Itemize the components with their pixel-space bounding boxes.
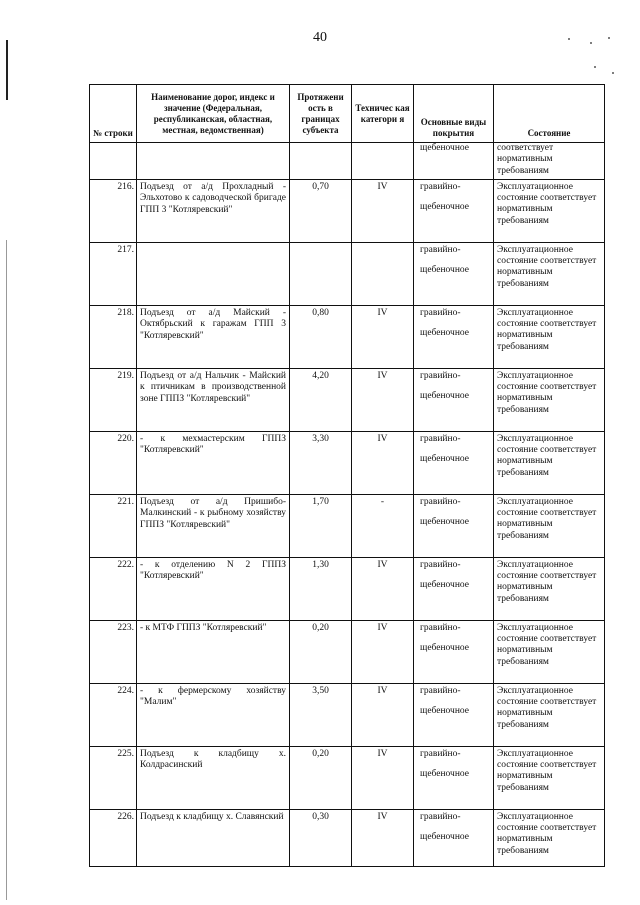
cell-row-number: 218.	[90, 305, 137, 368]
cover-line-1: гравийно-	[420, 496, 461, 507]
cell-state: Эксплуатационное состояние соответствует нормативным требованиям	[494, 305, 605, 368]
cell-state: Эксплуатационное состояние соответствует нормативным требованиям	[494, 179, 605, 242]
cell-road-name: Подъезд от а/д Майский - Октябрьский к гаражам ГПП 3 "Котляревский"	[137, 305, 290, 368]
table-header-row	[90, 85, 605, 143]
cover-line-1: гравийно-	[420, 181, 461, 192]
cell-cover-type	[414, 494, 494, 557]
cell-row-number: 223.	[90, 620, 137, 683]
cell-state: Эксплуатационное состояние соответствует нормативным требованиям	[494, 368, 605, 431]
cell-state: Эксплуатационное состояние соответствует нормативным требованиям	[494, 494, 605, 557]
cell-cover-type	[414, 368, 494, 431]
cell-length	[290, 242, 352, 305]
cell-state: Эксплуатационное состояние соответствует нормативным требованиям	[494, 431, 605, 494]
cell-cover-type	[414, 242, 494, 305]
table-row	[90, 620, 605, 683]
cell-road-name: Подъезд к кладбищу х. Колдрасинский	[137, 746, 290, 809]
page-number: 40	[313, 30, 327, 45]
scan-speck	[608, 37, 610, 39]
cell-category: IV	[352, 620, 414, 683]
table-row	[90, 557, 605, 620]
cell-row-number: 221.	[90, 494, 137, 557]
cell-road-name	[137, 143, 290, 180]
cell-row-number: 224.	[90, 683, 137, 746]
roads-table	[89, 84, 605, 867]
cover-line-1: гравийно-	[420, 748, 461, 759]
cell-cover-type: щебеночное	[414, 143, 494, 180]
scan-speck	[590, 42, 592, 44]
table-row	[90, 683, 605, 746]
cell-category: IV	[352, 179, 414, 242]
cover-line-2: щебеночное	[420, 202, 469, 213]
table-row-continuation	[90, 143, 605, 180]
cell-road-name: Подъезд к кладбищу х. Славянский	[137, 809, 290, 866]
table-row	[90, 305, 605, 368]
cell-row-number: 226.	[90, 809, 137, 866]
scan-margin-mark	[6, 40, 8, 100]
scan-speck	[594, 66, 596, 68]
cell-cover-type	[414, 557, 494, 620]
cell-length: 1,70	[290, 494, 352, 557]
table-row	[90, 494, 605, 557]
header-row-number: № строки	[90, 85, 137, 143]
cover-line-2: щебеночное	[420, 832, 469, 843]
cover-line-1: гравийно-	[420, 685, 461, 696]
cover-line-1: гравийно-	[420, 307, 461, 318]
cell-road-name: - к фермерскому хозяйству "Малим"	[137, 683, 290, 746]
cell-row-number: 217.	[90, 242, 137, 305]
cell-road-name	[137, 242, 290, 305]
cell-category	[352, 242, 414, 305]
cell-cover-type	[414, 620, 494, 683]
cell-length	[290, 143, 352, 180]
cover-line-1: гравийно-	[420, 370, 461, 381]
cell-length: 1,30	[290, 557, 352, 620]
cell-road-name: - к отделению N 2 ГППЗ "Котляревский"	[137, 557, 290, 620]
cell-category: IV	[352, 305, 414, 368]
cell-length: 0,20	[290, 746, 352, 809]
table-row	[90, 746, 605, 809]
cell-state: Эксплуатационное состояние соответствует нормативным требованиям	[494, 746, 605, 809]
cell-state: Эксплуатационное состояние соответствует нормативным требованиям	[494, 620, 605, 683]
header-road-name: Наименование дорог, индекс и значение (Федеральная, республиканская, областная, местная, ведомственная)	[137, 85, 290, 143]
table-row	[90, 368, 605, 431]
cell-row-number: 220.	[90, 431, 137, 494]
cell-road-name: Подъезд от а/д Прохладный - Эльхотово к садоводческой бригаде ГПП 3 "Котляревский"	[137, 179, 290, 242]
cover-line-2: щебеночное	[420, 454, 469, 465]
scan-speck	[568, 38, 570, 40]
cover-line-1: гравийно-	[420, 811, 461, 822]
cell-length: 0,30	[290, 809, 352, 866]
table-row	[90, 179, 605, 242]
cell-cover-type	[414, 305, 494, 368]
cell-row-number: 216.	[90, 179, 137, 242]
cell-road-name: - к МТФ ГППЗ "Котляревский"	[137, 620, 290, 683]
cover-line-2: щебеночное	[420, 643, 469, 654]
cell-length: 3,50	[290, 683, 352, 746]
cover-line-2: щебеночное	[420, 517, 469, 528]
cell-cover-type	[414, 809, 494, 866]
cell-state: Эксплуатационное состояние соответствует нормативным требованиям	[494, 557, 605, 620]
table-row	[90, 431, 605, 494]
cell-state: Эксплуатационное состояние соответствует нормативным требованиям	[494, 242, 605, 305]
cell-length: 4,20	[290, 368, 352, 431]
cover-line-2: щебеночное	[420, 769, 469, 780]
cover-line-1: гравийно-	[420, 622, 461, 633]
cover-line-1: гравийно-	[420, 244, 461, 255]
cell-length: 0,70	[290, 179, 352, 242]
cover-line-1: гравийно-	[420, 433, 461, 444]
cell-category: IV	[352, 746, 414, 809]
cell-state: соответствует нормативным требованиям	[494, 143, 605, 180]
cover-line-2: щебеночное	[420, 580, 469, 591]
cell-state: Эксплуатационное состояние соответствует нормативным требованиям	[494, 683, 605, 746]
cover-line-2: щебеночное	[420, 706, 469, 717]
table-row	[90, 809, 605, 866]
cell-cover-type	[414, 431, 494, 494]
cover-line-1: гравийно-	[420, 559, 461, 570]
scan-margin-mark	[6, 240, 7, 900]
cell-cover-type	[414, 746, 494, 809]
cell-state: Эксплуатационное состояние соответствует нормативным требованиям	[494, 809, 605, 866]
cell-category	[352, 143, 414, 180]
cell-row-number: 225.	[90, 746, 137, 809]
cell-road-name: Подъезд от а/д Пришибо-Малкинский - к рыбному хозяйству ГППЗ "Котляревский"	[137, 494, 290, 557]
table-row	[90, 242, 605, 305]
cell-category: IV	[352, 431, 414, 494]
cell-length: 0,20	[290, 620, 352, 683]
cell-cover-type	[414, 179, 494, 242]
header-state: Состояние	[494, 85, 605, 143]
cell-row-number: 219.	[90, 368, 137, 431]
cover-line-2: щебеночное	[420, 328, 469, 339]
cell-cover-type	[414, 683, 494, 746]
cell-length: 0,80	[290, 305, 352, 368]
cell-category: IV	[352, 809, 414, 866]
cell-category: IV	[352, 683, 414, 746]
header-cover-type: Основные виды покрытия	[414, 85, 494, 143]
cell-row-number	[90, 143, 137, 180]
cell-road-name: - к мехмастерским ГППЗ "Котляревский"	[137, 431, 290, 494]
cell-category: -	[352, 494, 414, 557]
header-length: Протяжени ость в границах субъекта	[290, 85, 352, 143]
cover-line-2: щебеночное	[420, 391, 469, 402]
cell-category: IV	[352, 368, 414, 431]
cell-row-number: 222.	[90, 557, 137, 620]
header-category: Техничес кая категори я	[352, 85, 414, 143]
cell-road-name: Подъезд от а/д Нальчик - Майский к птичникам в производственной зоне ГППЗ "Котляревский"	[137, 368, 290, 431]
scan-speck	[612, 72, 614, 74]
cover-line-2: щебеночное	[420, 265, 469, 276]
cell-category: IV	[352, 557, 414, 620]
cell-length: 3,30	[290, 431, 352, 494]
